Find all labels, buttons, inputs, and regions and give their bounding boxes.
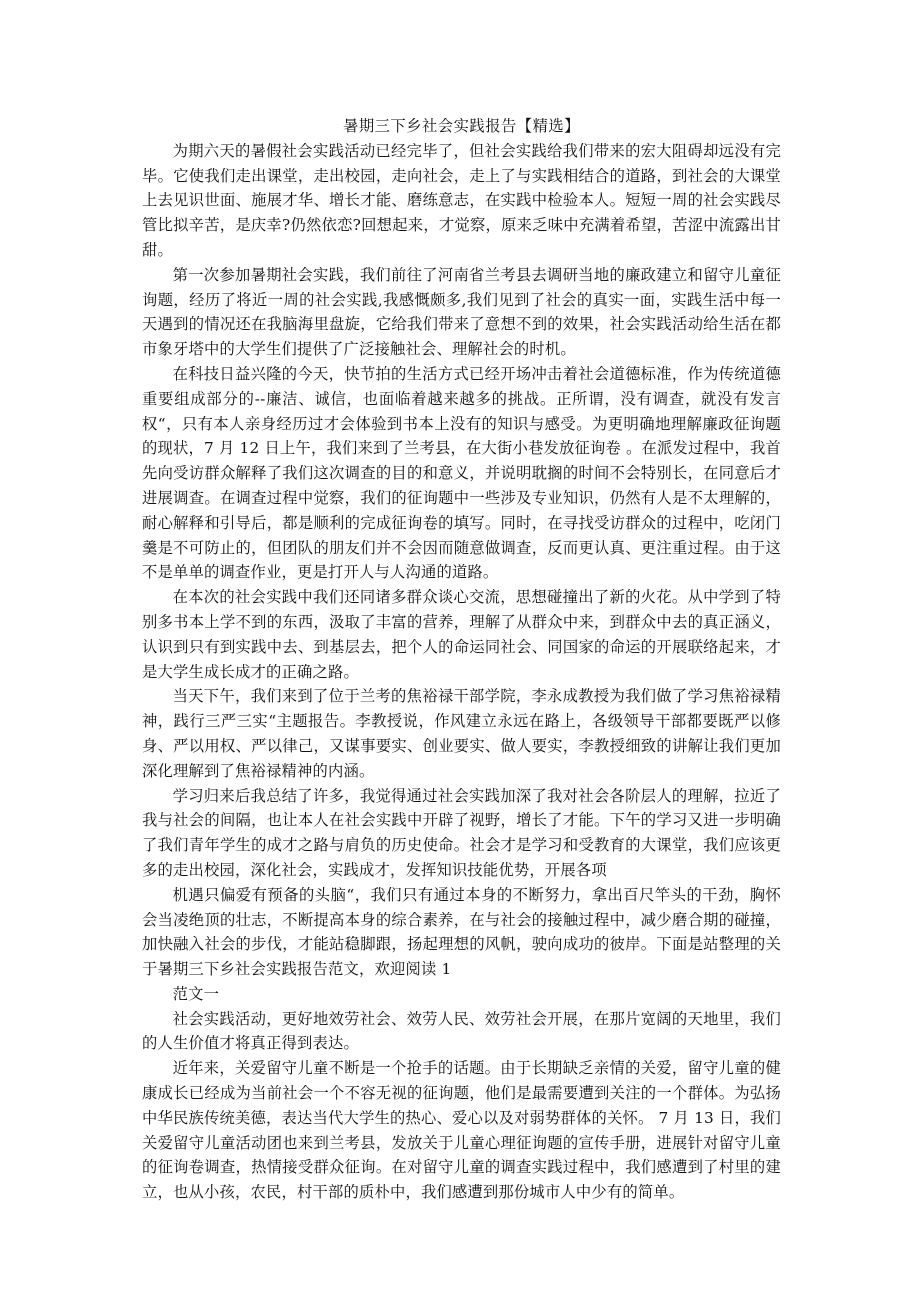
- document-title: 暑期三下乡社会实践报告【精选】: [343, 117, 580, 135]
- paragraph-8: 社会实践活动，更好地效劳社会、效劳人民、效劳社会开展，在那片宽阔的天地里，我们的人生价值才将真正得到表达。: [142, 1009, 781, 1053]
- paragraph-3: 在科技日益兴隆的今天，快节拍的生活方式已经开场冲击着社会道德标准，作为传统道德重要组成部分的--廉洁、诚信，也面临着越来越多的挑战。正所谓，没有调查，就没有发言权“，只有本人亲身经历过才会体验到书本上没有的知识与感受。为更明确地理解廉政征询题的现状，7 月 12 日上午，我们来到了兰考县，在大街小巷发放征询卷 。在派发过程中，我首先向受访群众解释了我们这次调查的目的和意义，并说明耽搁的时间不会特别长，在同意后才进展调查。在调查过程中觉察，我们的征询题中一些涉及专业知识，仍然有人是不太理解的，耐心解释和引导后，都是顺利的完成征询卷的填写。同时，在寻找受访群众的过程中，吃闭门羹是不可防止的，但团队的朋友们并不会因而随意做调查，反而更认真、更注重过程。由于这不是单单的调查作业，更是打开人与人沟通的道路。: [142, 364, 781, 582]
- paragraph-4: 在本次的社会实践中我们还同诸多群众谈心交流，思想碰撞出了新的火花。从中学到了特别多书本上学不到的东西，汲取了丰富的营养，理解了从群众中来，到群众中去的真正涵义，认识到只有到实践中去、到基层去，把个人的命运同社会、同国家的命运的开展联络起来，才是大学生成长成才的正确之路。: [142, 588, 781, 681]
- paragraph-2: 第一次参加暑期社会实践，我们前往了河南省兰考县去调研当地的廉政建立和留守儿童征询题，经历了将近一周的社会实践,我感慨颇多,我们见到了社会的真实一面，实践生活中每一天遇到的情况还在我脑海里盘旋，它给我们带来了意想不到的效果，社会实践活动给生活在都市象牙塔中的大学生们提供了广泛接触社会、理解社会的时机。: [142, 265, 781, 359]
- paragraph-5: 当天下午，我们来到了位于兰考的焦裕禄干部学院，李永成教授为我们做了学习焦裕禄精神，践行三严三实“主题报告。李教授说，作风建立永远在路上，各级领导干部都要既严以修身、严以用权、严以律己，又谋事要实、创业要实、做人要实，李教授细致的讲解让我们更加深化理解到了焦裕禄精神的内涵。: [142, 687, 781, 780]
- paragraph-6: 学习归来后我总结了许多，我觉得通过社会实践加深了我对社会各阶层人的理解，拉近了我与社会的间隔，也让本人在社会实践中开辟了视野，增长了才能。下午的学习又进一步明确了我们青年学生的成才之路与肩负的历史使命。社会才是学习和受教育的大课堂，我们应该更多的走出校园，深化社会，实践成才，发挥知识技能优势，开展各项: [142, 786, 781, 879]
- document-page: [142, 114, 781, 1205]
- paragraph-7: 机遇只偏爱有预备的头脑“，我们只有通过本身的不断努力，拿出百尺竿头的干劲，胸怀会当凌绝顶的壮志，不断提高本身的综合素养，在与社会的接触过程中，减少磨合期的碰撞，加快融入社会的步伐，才能站稳脚跟，扬起理想的风帆，驶向成功的彼岸。下面是站整理的关于暑期三下乡社会实践报告范文，欢迎阅读 1: [142, 885, 781, 979]
- section-heading-fanwen-1: 范文一: [172, 984, 220, 1003]
- paragraph-9: 近年来，关爱留守儿童不断是一个抢手的话题。由于长期缺乏亲情的关爱，留守儿童的健康成长已经成为当前社会一个不容无视的征询题，他们是最需要遭到关注的一个群体。为弘扬中华民族传统美德，表达当代大学生的热心、爱心以及对弱势群体的关怀。 7 月 13 日，我们关爱留守儿童活动团也来到兰考县，发放关于儿童心理征询题的宣传手册，进展针对留守儿童的征询卷调查，热情接受群众征询。在对留守儿童的调查实践过程中，我们感遭到了村里的建立，也从小孩，农民，村干部的质朴中，我们感遭到那份城市人中少有的简单。: [142, 1059, 781, 1202]
- paragraph-1: 为期六天的暑假社会实践活动已经完毕了，但社会实践给我们带来的宏大阻碍却远没有完毕。它使我们走出课堂，走出校园，走向社会，走上了与实践相结合的道路，到社会的大课堂上去见识世面、施展才华、增长才能、磨练意志，在实践中检验本人。短短一周的社会实践尽管比拟辛苦，是庆幸?仍然依恋?回想起来，才觉察，原来乏味中充满着希望，苦涩中流露出甘甜。: [142, 141, 781, 259]
